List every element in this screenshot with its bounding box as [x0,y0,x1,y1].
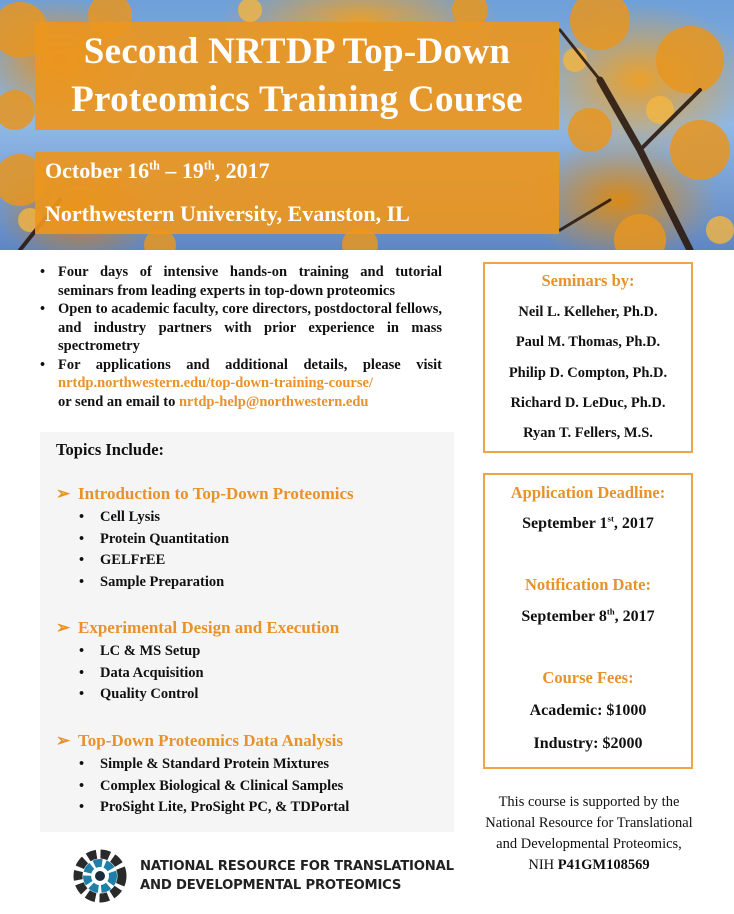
topics-panel [40,432,454,832]
arrow-bullet-icon: ➢ [56,484,71,503]
notification-date-heading: Notification Date: [524,575,651,594]
bullet-audience: • Open to academic faculty, core directors, postdoctoral fellows, and industry partners with prior experience in mass spectrometry [38,300,442,356]
seminars-heading: Seminars by: [541,271,635,290]
topic-item: • Data Acquisition [56,663,339,685]
speaker-name: Philip D. Compton, Ph.D. [508,364,668,381]
support-statement: This course is supported by the National Resource for Translational and Developmental Proteomics, NIH P41GM108569 [485,794,693,873]
course-fees-heading: Course Fees: [542,668,634,687]
email-link[interactable]: nrtdp-help@northwestern.edu [178,393,369,410]
grant-number: P41GM108569 [557,857,650,873]
seminars-box [483,262,693,453]
date-location-box [35,152,559,234]
speaker-name: Neil L. Kelleher, Ph.D. [518,304,658,320]
fee-academic: Academic: $1000 [529,702,647,719]
course-title [35,22,559,130]
speaker-name: Ryan T. Fellers, M.S. [523,425,653,442]
bullet-applications: • For applications and additional details, please visit nrtdp.northwestern.edu/top-down-training-course/ or send an email to nrtdp-help@northwestern.edu [38,356,442,412]
website-link[interactable]: nrtdp.northwestern.edu/top-down-training-course/ [58,375,373,391]
course-location: Northwestern University, Evanston, IL [45,201,410,226]
topic-item: • Cell Lysis [56,507,354,529]
nrtdp-logo-text: NATIONAL RESOURCE FOR TRANSLATIONAL AND DEVELOPMENTAL PROTEOMICS [140,859,454,893]
topic-group [56,484,354,593]
topic-item: • Sample Preparation [56,572,354,594]
title-line-1: Second NRTDP Top-Down [83,31,511,72]
bullet-training: • Four days of intensive hands-on training and tutorial seminars from leading experts in top-down proteomics [38,263,442,300]
course-dates: October 16th – 19th, 2017 [45,158,270,183]
topic-item: • Protein Quantitation [56,529,354,551]
overview-bullets [38,263,442,411]
topic-item: • Quality Control [56,684,339,706]
topic-title: Experimental Design and Execution [78,618,340,637]
fee-industry: Industry: $2000 [533,735,643,752]
title-line-2: Proteomics Training Course [71,79,523,120]
topic-group [56,731,349,819]
deadlines-box [483,473,693,769]
topic-item: • ProSight Lite, ProSight PC, & TDPortal [56,797,349,819]
application-deadline-date: September 1st, 2017 [522,513,654,532]
application-deadline-heading: Application Deadline: [510,483,666,502]
topic-item: • Simple & Standard Protein Mixtures [56,754,349,776]
topic-item: • Complex Biological & Clinical Samples [56,776,349,798]
topics-heading: Topics Include: [56,440,165,459]
topic-title: Top-Down Proteomics Data Analysis [78,731,343,750]
topic-group [56,618,339,706]
arrow-bullet-icon: ➢ [56,618,71,637]
speaker-name: Richard D. LeDuc, Ph.D. [510,394,666,411]
topic-item: • GELFrEE [56,550,354,572]
topic-title: Introduction to Top-Down Proteomics [78,484,354,503]
arrow-bullet-icon: ➢ [56,731,71,750]
nrtdp-logo-icon [72,848,128,904]
topic-item: • LC & MS Setup [56,641,339,663]
header-banner [0,0,734,250]
notification-date: September 8th, 2017 [521,606,655,625]
speaker-name: Paul M. Thomas, Ph.D. [515,334,661,351]
